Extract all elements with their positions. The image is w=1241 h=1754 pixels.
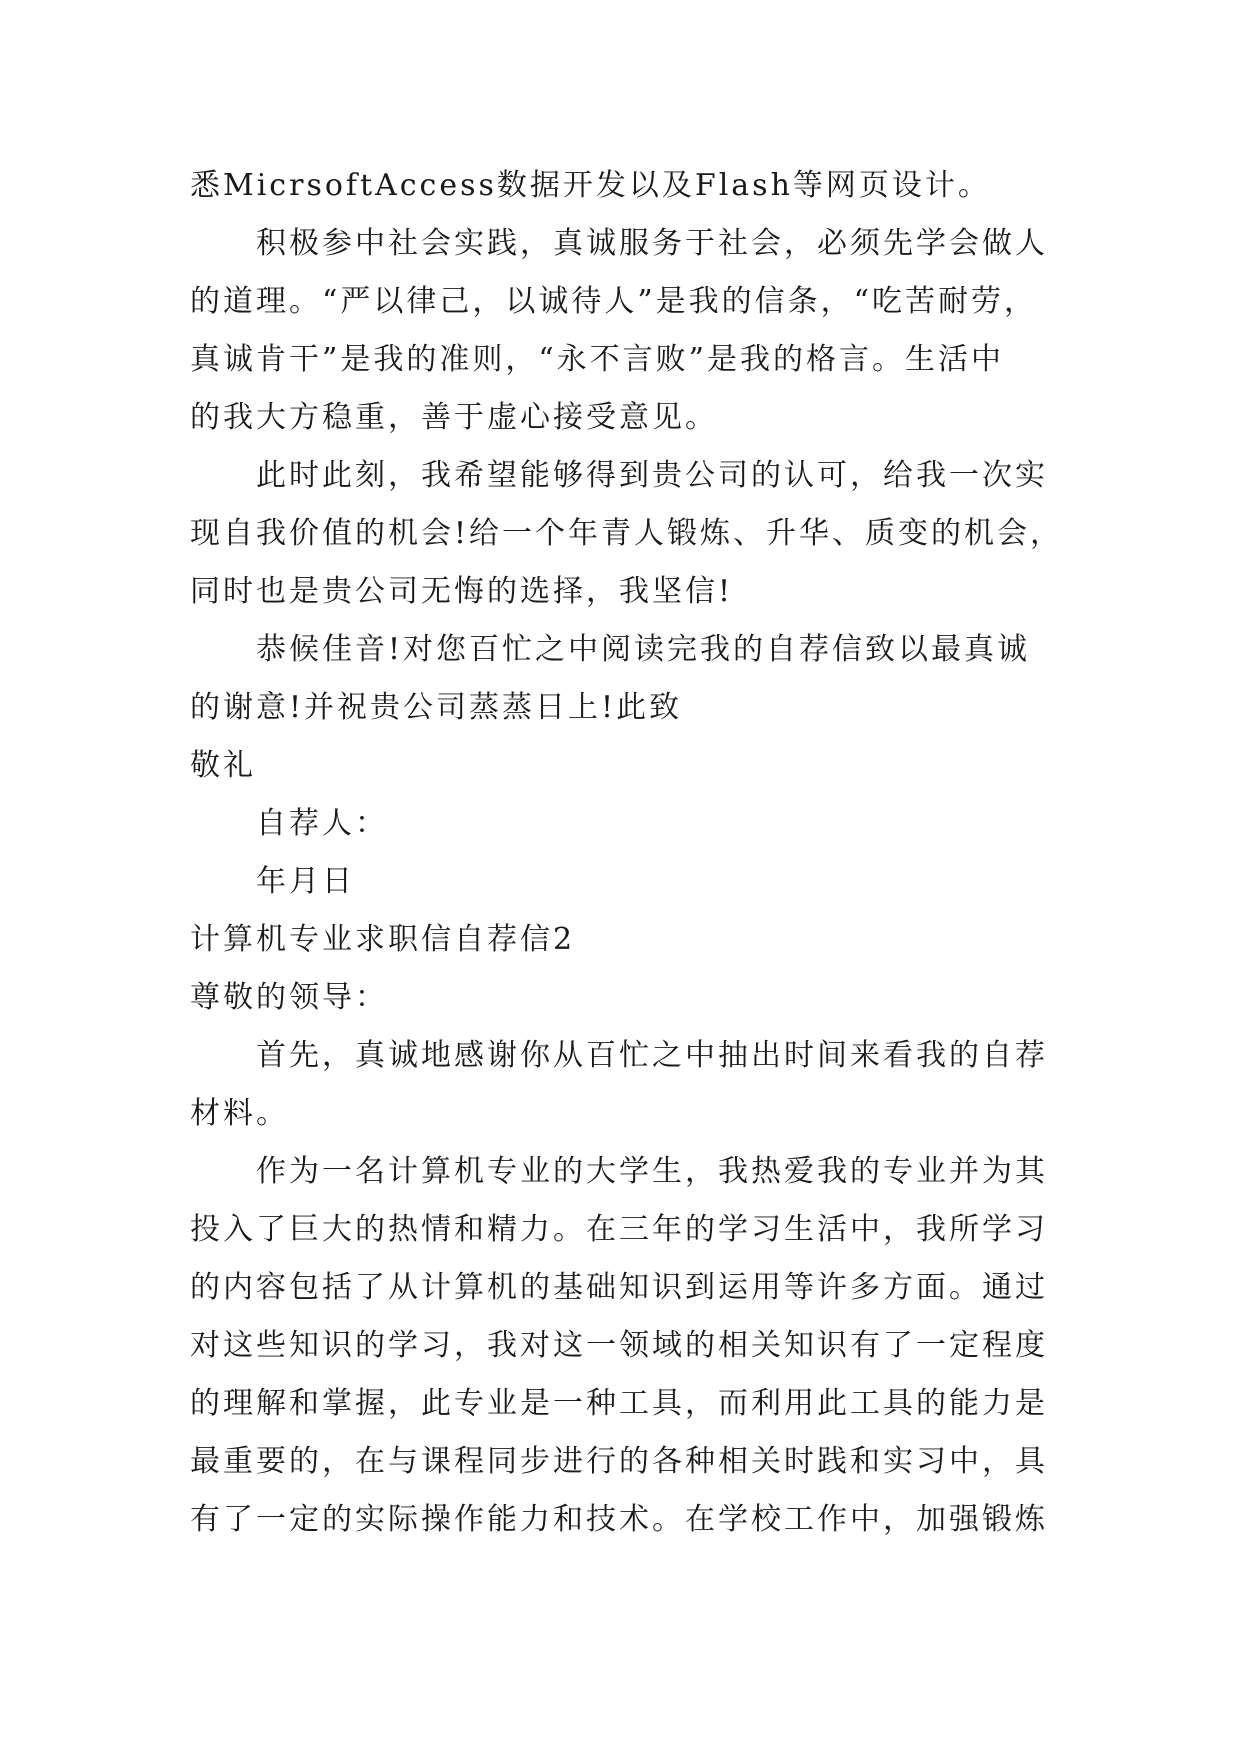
signature-label: 自荐人： bbox=[256, 806, 388, 841]
text-line: 的谢意!并祝贵公司蒸蒸日上!此致 bbox=[190, 690, 683, 725]
text-line: 的道理。“严以律己，以诚待人”是我的信条，“吃苦耐劳， bbox=[190, 284, 1038, 319]
section-title: 计算机专业求职信自荐信2 bbox=[190, 922, 576, 957]
closing-salutation: 敬礼 bbox=[190, 748, 256, 783]
text-line: 现自我价值的机会!给一个年青人锻炼、升华、质变的机会， bbox=[190, 516, 1064, 551]
text-line: 悉MicrsoftAccess数据开发以及Flash等网页设计。 bbox=[190, 168, 991, 203]
text-line: 材料。 bbox=[190, 1096, 289, 1131]
text-line: 同时也是贵公司无悔的选择，我坚信! bbox=[190, 574, 734, 609]
text-line: 真诚肯干”是我的准则，“永不言败”是我的格言。生活中 bbox=[190, 342, 1005, 377]
text-line: 作为一名计算机专业的大学生，我热爱我的专业并为其 bbox=[256, 1154, 1048, 1189]
text-line: 首先，真诚地感谢你从百忙之中抽出时间来看我的自荐 bbox=[256, 1038, 1048, 1073]
text-line: 的理解和掌握，此专业是一种工具，而利用此工具的能力是 bbox=[190, 1386, 1048, 1421]
text-line: 的内容包括了从计算机的基础知识到运用等许多方面。通过 bbox=[190, 1270, 1048, 1305]
greeting: 尊敬的领导： bbox=[190, 980, 388, 1015]
text-line: 此时此刻，我希望能够得到贵公司的认可，给我一次实 bbox=[256, 458, 1048, 493]
date-label: 年月日 bbox=[256, 864, 355, 899]
text-line: 积极参中社会实践，真诚服务于社会，必须先学会做人 bbox=[256, 226, 1048, 261]
text-line: 有了一定的实际操作能力和技术。在学校工作中，加强锻炼 bbox=[190, 1502, 1048, 1537]
text-line: 恭候佳音!对您百忙之中阅读完我的自荐信致以最真诚 bbox=[256, 632, 1031, 667]
text-line: 对这些知识的学习，我对这一领域的相关知识有了一定程度 bbox=[190, 1328, 1048, 1363]
text-line: 投入了巨大的热情和精力。在三年的学习生活中，我所学习 bbox=[190, 1212, 1048, 1247]
text-line: 的我大方稳重，善于虚心接受意见。 bbox=[190, 400, 718, 435]
text-line: 最重要的，在与课程同步进行的各种相关时践和实习中，具 bbox=[190, 1444, 1048, 1479]
